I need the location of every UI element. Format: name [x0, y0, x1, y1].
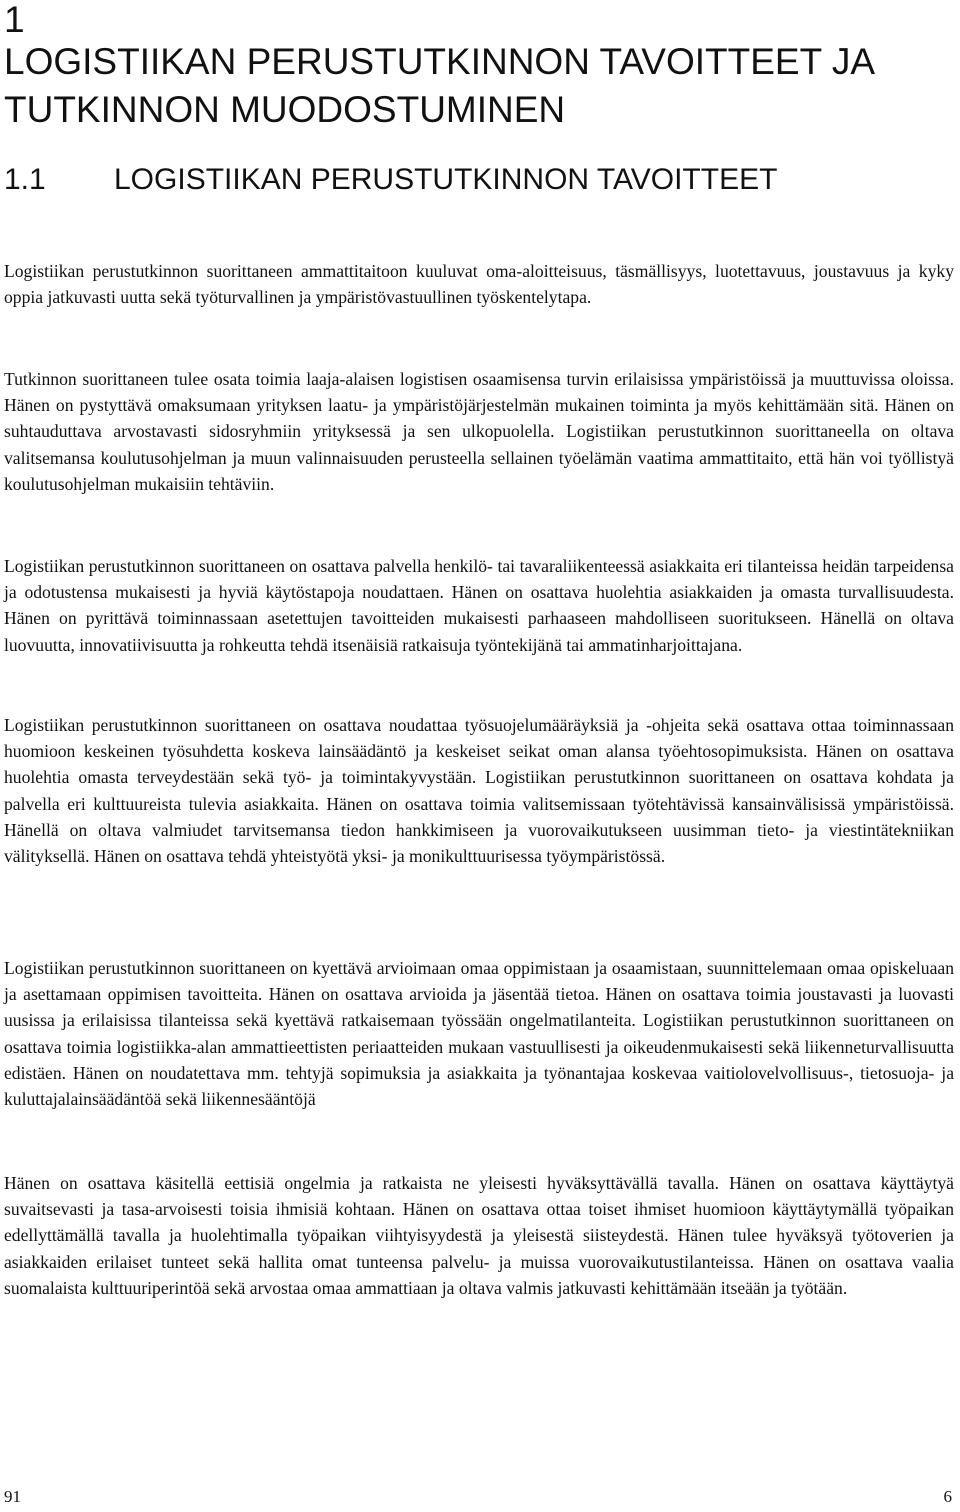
section-title: LOGISTIIKAN PERUSTUTKINNON TAVOITTEET	[114, 163, 778, 196]
body-paragraph: Logistiikan perustutkinnon suorittaneen on osattava noudattaa työsuojelumääräyksiä ja -ohjeita sekä osattava ottaa toiminnassaan huomioon keskeinen työsuhdetta koskeva lainsäädäntö ja keskeiset seikat oman alansa työehtosopimuksista. Hänen on osattava huolehtia omasta terveydestään sekä työ- ja toimintakyvystään. Logistiikan perustutkinnon suorittaneen on osattava kohdata ja palvella eri kulttuureista tulevia asiakkaita. Hänen on osattava toimia valitsemissaan työtehtävissä kansainvälisissä ympäristöissä. Hänellä on oltava valmiudet tarvitsemansa tiedon hankkimiseen ja vuorovaikutukseen uusimman tieto- ja viestintätekniikan välityksellä. Hänen on osattava tehdä yhteistyötä yksi- ja monikulttuurisessa työympäristössä.	[4, 715, 954, 867]
body-paragraph: Logistiikan perustutkinnon suorittaneen ammattitaitoon kuuluvat oma-aloitteisuus, täsmällisyys, luotettavuus, joustavuus ja kyky oppia jatkuvasti uutta sekä työturvallinen ja ympäristövastuullinen työskentelytapa.	[4, 261, 954, 308]
body-paragraph: Hänen on osattava käsitellä eettisiä ongelmia ja ratkaista ne yleisesti hyväksyttävällä tavalla. Hänen on osattava käyttäytyä suvaitsevasti ja tasa-arvoisesti toisia ihmisiä kohtaan. Hänen on osattava ottaa toiset ihmiset huomioon käyttäytymällä työpaikan edellyttämällä tavalla ja huolehtimalla työpaikan viihtyisyydestä ja yleisestä siisteydestä. Hänen tulee hyväksyä työtoverien ja asiakkaiden erilaiset tunteet sekä hallita omat tunteensa palvelu- ja muissa vuorovaikutustilanteissa. Hänen on osattava vaalia suomalaista kulttuuriperintöä sekä arvostaa omaa ammattiaan ja oltava valmis jatkuvasti kehittämään itseään ja työtään.	[4, 1173, 954, 1298]
body-paragraph: Tutkinnon suorittaneen tulee osata toimia laaja-alaisen logistisen osaamisensa turvin erilaisissa ympäristöissä ja muuttuvissa oloissa. Hänen on pystyttävä omaksumaan yrityksen laatu- ja ympäristöjärjestelmän mukainen toiminta ja myös kehittämään sitä. Hänen on suhtauduttava arvostavasti sidosryhmiin yrityksessä ja sen ulkopuolella. Logistiikan perustutkinnon suorittaneella on oltava valitsemansa koulutusohjelman ja muun valinnaisuuden perusteella sellainen työelämän vaatima ammattitaito, että hän voi työllistyä koulutusohjelman mukaisiin tehtäviin.	[4, 369, 954, 494]
body-paragraph: Logistiikan perustutkinnon suorittaneen on kyettävä arvioimaan omaa oppimistaan ja osaamistaan, suunnittelemaan omaa opiskeluaan ja asettamaan oppimisen tavoitteita. Hänen on osattava arvioida ja jäsentää tietoa. Hänen on osattava toimia joustavasti ja luovasti uusissa ja erilaisissa tilanteissa sekä kyettävä ratkaisemaan työssään ongelmatilanteita. Logistiikan perustutkinnon suorittaneen on osattava toimia logistiikka-alan ammattieettisten periaatteiden mukaan vastuullisesti ja oikeudenmukaisesti sekä liikenneturvallisuutta edistäen. Hänen on noudatettava mm. tehtyjä sopimuksia ja asiakkaita ja työnantajaa koskevaa vaitiolovelvollisuus-, tietosuoja- ja kuluttajalainsäädäntöä sekä liikennesääntöjä	[4, 958, 954, 1110]
body-paragraph: Logistiikan perustutkinnon suorittaneen on osattava palvella henkilö- tai tavaraliikenteessä asiakkaita eri tilanteissa heidän tarpeidensa ja odotustensa mukaisesti ja hyviä käytöstapoja noudattaen. Hänen on osattava huolehtia asiakkaiden ja omasta turvallisuudesta. Hänen on pyrittävä toiminnassaan asetettujen tavoitteiden mukaisesti parhaaseen mahdolliseen suoritukseen. Hänellä on oltava luovuutta, innovatiivisuutta ja rohkeutta tehdä itsenäisiä ratkaisuja työntekijänä tai ammatinharjoittajana.	[4, 556, 954, 655]
footer-page-right: 6	[943, 1487, 952, 1506]
chapter-number: 1	[4, 0, 25, 40]
chapter-title: LOGISTIIKAN PERUSTUTKINNON TAVOITTEET JA TUTKINNON MUODOSTUMINEN	[4, 41, 873, 130]
section-heading	[4, 160, 954, 200]
section-number: 1.1	[4, 163, 46, 196]
footer-page-left: 91	[4, 1487, 21, 1506]
